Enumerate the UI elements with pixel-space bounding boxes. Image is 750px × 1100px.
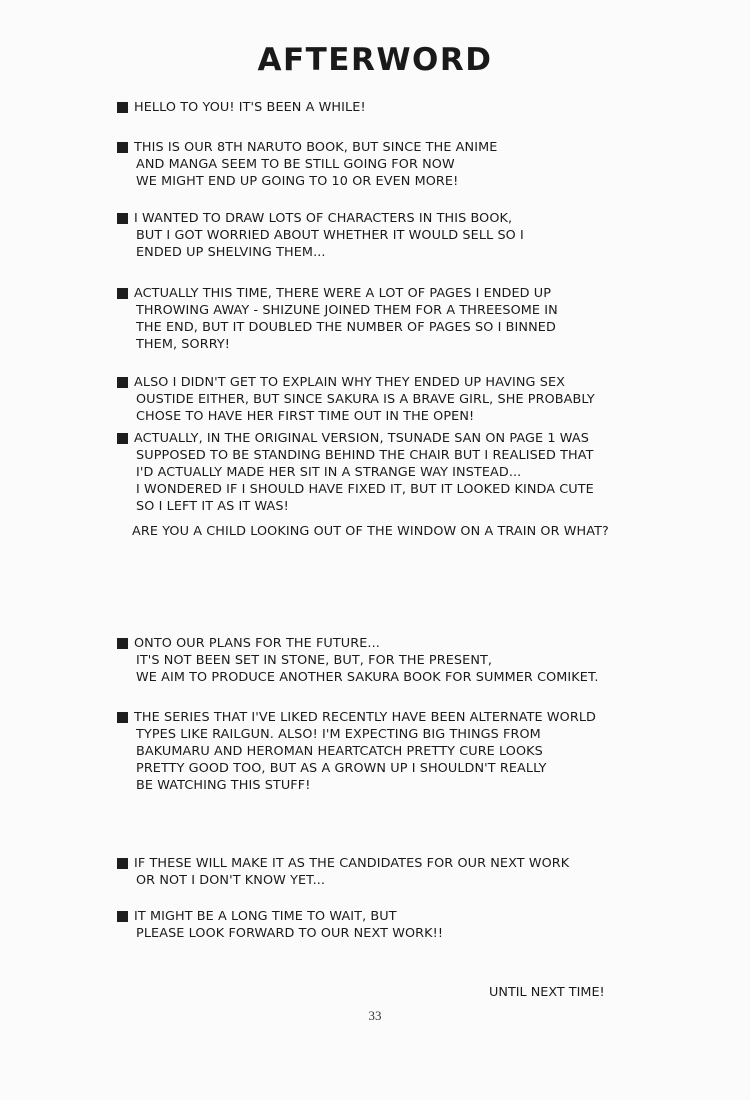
text-line: ACTUALLY, IN THE ORIGINAL VERSION, TSUNADE SAN ON PAGE 1 WAS	[134, 431, 589, 446]
text-line: IT'S NOT BEEN SET IN STONE, BUT, FOR THE PRESENT,	[136, 653, 493, 668]
text-line: IF THESE WILL MAKE IT AS THE CANDIDATES FOR OUR NEXT WORK	[134, 856, 570, 871]
text-line: SUPPOSED TO BE STANDING BEHIND THE CHAIR BUT I REALISED THAT	[136, 448, 594, 463]
text-line: I WANTED TO DRAW LOTS OF CHARACTERS IN THIS BOOK,	[134, 211, 513, 226]
text-line: OR NOT I DON'T KNOW YET...	[136, 873, 326, 888]
text-line: THROWING AWAY - SHIZUNE JOINED THEM FOR A THREESOME IN	[136, 303, 558, 318]
text-line: THEM, SORRY!	[136, 337, 231, 352]
text-line: BUT I GOT WORRIED ABOUT WHETHER IT WOULD SELL SO I	[136, 228, 524, 243]
text-line: AND MANGA SEEM TO BE STILL GOING FOR NOW	[136, 157, 455, 172]
text-line: PRETTY GOOD TOO, BUT AS A GROWN UP I SHOULDN'T REALLY	[136, 761, 547, 776]
paragraph-book-count	[117, 139, 717, 190]
bullet-square-icon	[117, 858, 128, 869]
paragraph-characters	[117, 210, 717, 261]
text-line: ENDED UP SHELVING THEM...	[136, 245, 326, 260]
page-title: AFTERWORD	[257, 42, 493, 78]
text-line: THE END, BUT IT DOUBLED THE NUMBER OF PAGES SO I BINNED	[136, 320, 556, 335]
text-line: THIS IS OUR 8TH NARUTO BOOK, BUT SINCE THE ANIME	[134, 140, 498, 155]
text-line: ARE YOU A CHILD LOOKING OUT OF THE WINDOW ON A TRAIN OR WHAT?	[132, 524, 609, 539]
text-line: OUSTIDE EITHER, BUT SINCE SAKURA IS A BRAVE GIRL, SHE PROBABLY	[136, 392, 595, 407]
text-line: WE MIGHT END UP GOING TO 10 OR EVEN MORE!	[136, 174, 459, 189]
bullet-square-icon	[117, 377, 128, 388]
text-line: ALSO I DIDN'T GET TO EXPLAIN WHY THEY ENDED UP HAVING SEX	[134, 375, 566, 390]
paragraph-future-plans	[117, 635, 717, 686]
bullet-square-icon	[117, 911, 128, 922]
text-line: ONTO OUR PLANS FOR THE FUTURE...	[134, 636, 380, 651]
text-line: SO I LEFT IT AS IT WAS!	[136, 499, 289, 514]
paragraph-original-version	[117, 430, 717, 540]
paragraph-candidates	[117, 855, 717, 889]
text-line: BAKUMARU AND HEROMAN HEARTCATCH PRETTY CURE LOOKS	[136, 744, 543, 759]
text-line: PLEASE LOOK FORWARD TO OUR NEXT WORK!!	[136, 926, 444, 941]
paragraph-pages-thrown-away	[117, 285, 717, 353]
page-number: 33	[368, 1008, 382, 1023]
bullet-square-icon	[117, 102, 128, 113]
text-line: I WONDERED IF I SHOULD HAVE FIXED IT, BUT IT LOOKED KINDA CUTE	[136, 482, 594, 497]
sign-off: UNTIL NEXT TIME!	[489, 985, 605, 1000]
paragraph-recent-series	[117, 709, 717, 794]
text-line: IT MIGHT BE A LONG TIME TO WAIT, BUT	[134, 909, 397, 924]
paragraph-greeting	[117, 99, 717, 116]
paragraph-next-work	[117, 908, 717, 942]
bullet-square-icon	[117, 712, 128, 723]
bullet-square-icon	[117, 142, 128, 153]
text-line: HELLO TO YOU! IT'S BEEN A WHILE!	[134, 100, 366, 115]
text-line: TYPES LIKE RAILGUN. ALSO! I'M EXPECTING BIG THINGS FROM	[136, 727, 541, 742]
text-line: THE SERIES THAT I'VE LIKED RECENTLY HAVE BEEN ALTERNATE WORLD	[134, 710, 597, 725]
bullet-square-icon	[117, 638, 128, 649]
text-line: WE AIM TO PRODUCE ANOTHER SAKURA BOOK FOR SUMMER COMIKET.	[136, 670, 599, 685]
bullet-square-icon	[117, 433, 128, 444]
bullet-square-icon	[117, 288, 128, 299]
bullet-square-icon	[117, 213, 128, 224]
text-line: I'D ACTUALLY MADE HER SIT IN A STRANGE WAY INSTEAD...	[136, 465, 522, 480]
text-line: ACTUALLY THIS TIME, THERE WERE A LOT OF PAGES I ENDED UP	[134, 286, 552, 301]
text-line: BE WATCHING THIS STUFF!	[136, 778, 311, 793]
text-line: CHOSE TO HAVE HER FIRST TIME OUT IN THE OPEN!	[136, 409, 475, 424]
paragraph-outside-explanation	[117, 374, 717, 425]
